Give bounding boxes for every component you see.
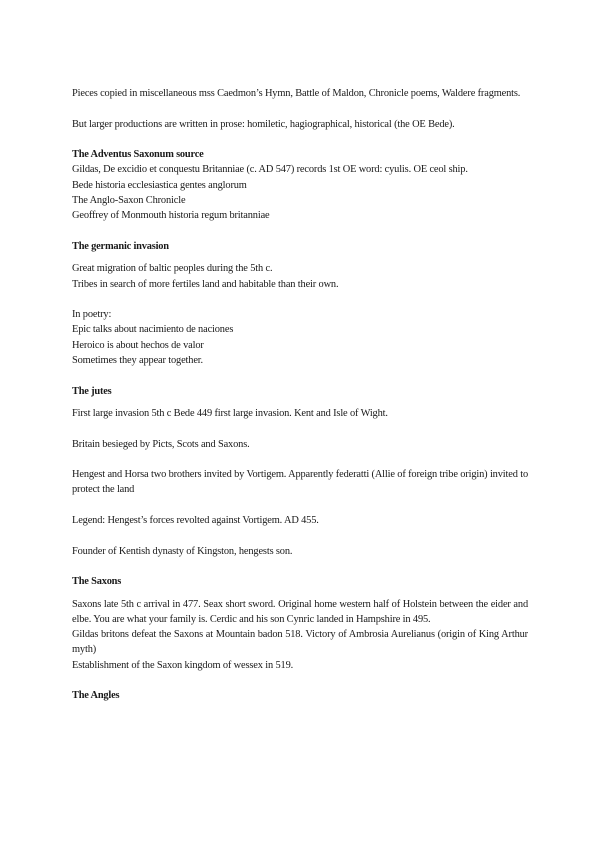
adventus-sources-list	[72, 162, 528, 223]
adventus-line-geoffrey: Geoffrey of Monmouth historia regum britanniae	[72, 210, 270, 222]
jutes-paragraph-5: Founder of Kentish dynasty of Kingston, hengests son.	[72, 545, 293, 557]
heading-adventus-saxonum: The Adventus Saxonum source	[72, 149, 204, 161]
poetry-line-heroico: Heroico is about hechos de valor	[72, 339, 204, 351]
saxons-paragraph-3: Establishment of the Saxon kingdom of wessex in 519.	[72, 659, 294, 671]
adventus-line-gildas: Gildas, De excidio et conquestu Britanniae (c. AD 547) records 1st OE word: cyulis. OE ceol ship.	[72, 164, 468, 176]
adventus-line-chronicle: The Anglo-Saxon Chronicle	[72, 195, 186, 207]
jutes-paragraph-3: Hengest and Horsa two brothers invited by Vortigem. Apparently federatti (Allie of foreign tribe origin) invited to protect the land	[72, 469, 528, 496]
heading-germanic-invasion: The germanic invasion	[72, 240, 169, 252]
germanic-line-tribes: Tribes in search of more fertiles land and habitable than their own.	[72, 278, 339, 290]
heading-angles: The Angles	[72, 690, 120, 702]
jutes-paragraph-1: First large invasion 5th c Bede 449 first large invasion. Kent and Isle of Wight.	[72, 407, 388, 419]
jutes-paragraph-4: Legend: Hengest’s forces revolted against Vortigem. AD 455.	[72, 515, 319, 527]
saxons-paragraph-1: Saxons late 5th c arrival in 477. Seax short sword. Original home western half of Holstein between the eider and elbe. You are what your family is. Cerdic and his son Cynric landed in Hampshire in 495.	[72, 598, 528, 625]
intro-paragraph-1: Pieces copied in miscellaneous mss Caedmon’s Hymn, Battle of Maldon, Chronicle poems, Waldere fragments.	[72, 88, 521, 99]
document-page	[72, 86, 528, 704]
heading-jutes: The jutes	[72, 385, 112, 397]
poetry-paragraph	[72, 307, 528, 368]
poetry-line-epic: Epic talks about nacimiento de naciones	[72, 324, 234, 336]
germanic-paragraph	[72, 261, 528, 292]
adventus-line-bede: Bede historia ecclesiastica gentes anglorum	[72, 179, 247, 191]
poetry-line-together: Sometimes they appear together.	[72, 355, 203, 367]
heading-saxons: The Saxons	[72, 576, 122, 588]
jutes-paragraph-2: Britain besieged by Picts, Scots and Saxons.	[72, 438, 250, 450]
germanic-line-migration: Great migration of baltic peoples during the 5th c.	[72, 263, 273, 275]
poetry-line-intro: In poetry:	[72, 309, 112, 321]
saxons-paragraph-2: Gildas britons defeat the Saxons at Mountain badon 518. Victory of Ambrosia Aurelianus (origin of King Arthur myth)	[72, 629, 528, 656]
intro-paragraph-2: But larger productions are written in prose: homiletic, hagiographical, historical (the OE Bede).	[72, 118, 455, 130]
